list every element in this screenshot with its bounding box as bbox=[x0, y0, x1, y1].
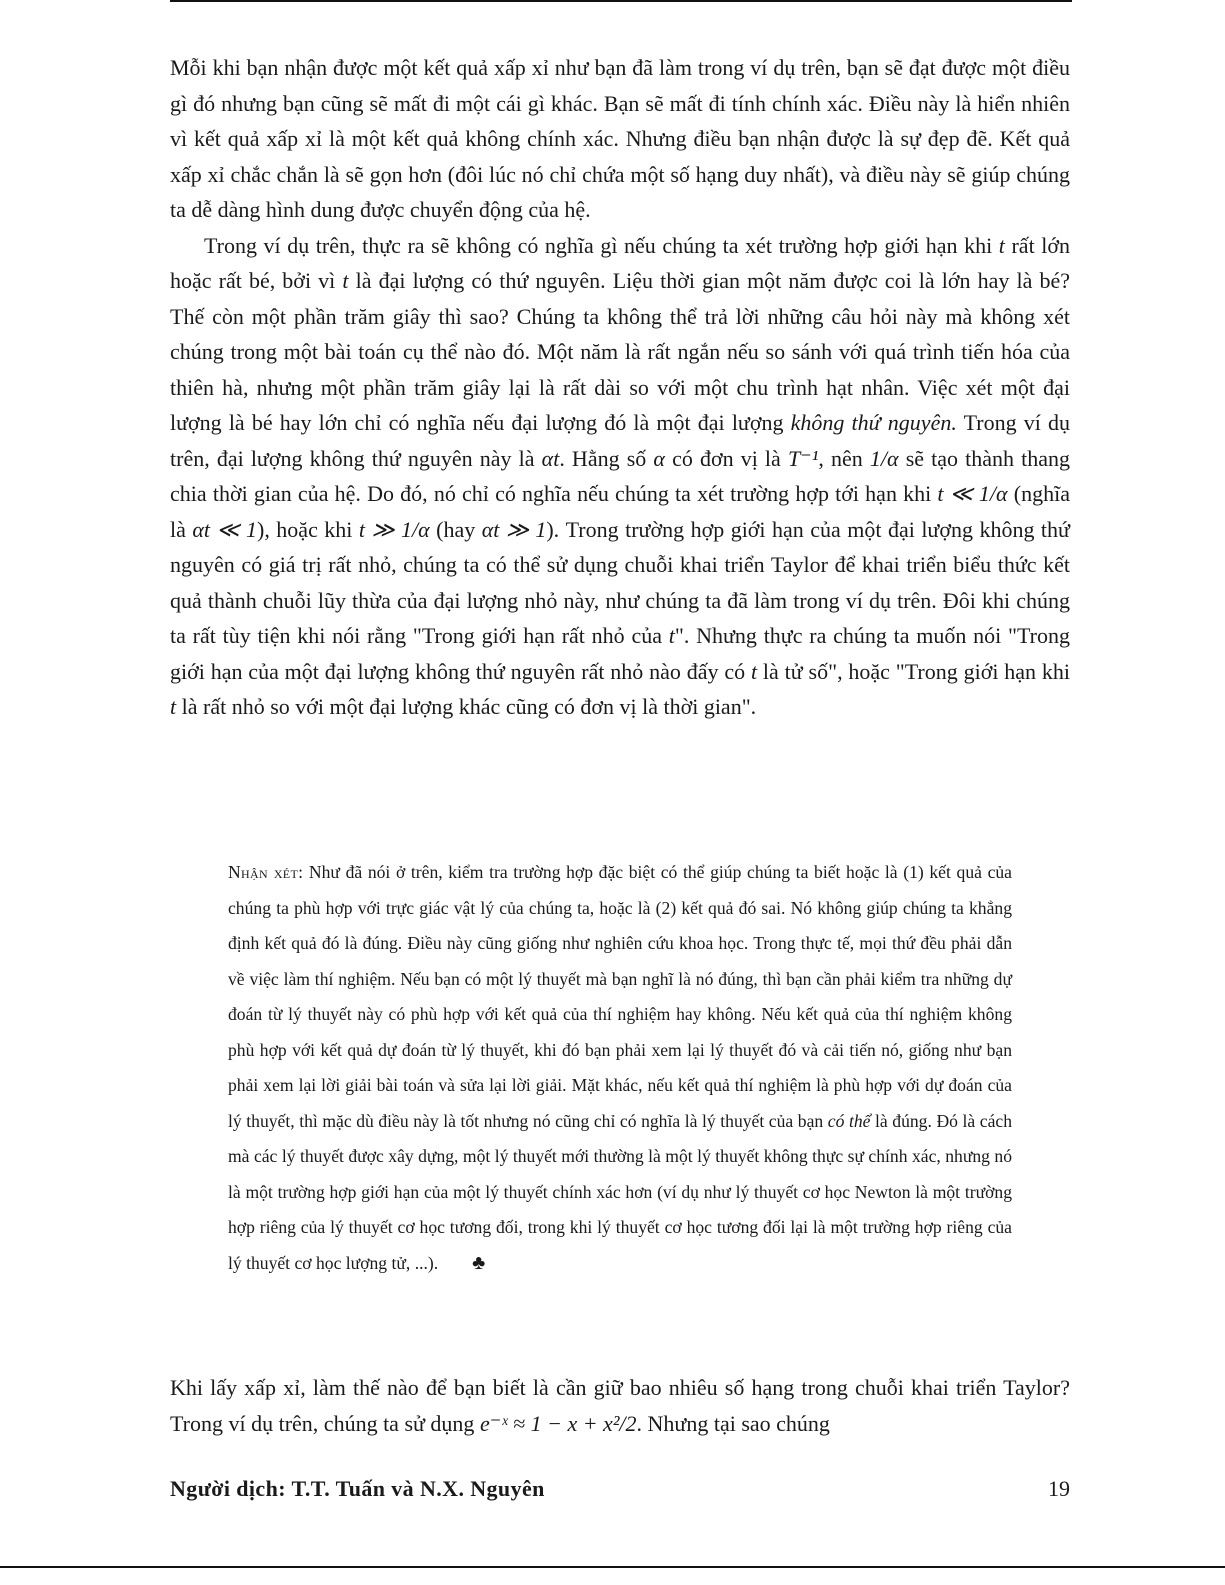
text-run: Trong ví dụ trên, đại lượng không thứ nguyên này là bbox=[170, 410, 1070, 471]
text-run: , nên bbox=[818, 445, 870, 471]
text-run: sẽ tạo thành thang chia thời gian của hệ. Do đó, nó chỉ có nghĩa nếu chúng ta xét trường hợp tới hạn khi bbox=[170, 445, 1071, 506]
text-run: rất lớn hoặc rất bé, bởi vì bbox=[170, 232, 1070, 293]
text-run: ). Trong trường hợp giới hạn của một đại lượng không thứ nguyên có giá trị rất nhỏ, chúng ta có thể sử dụng chuỗi khai triển Taylor để khai triển biểu thức kết quả thành chuỗi lũy thừa của đại lượng nhỏ này, như chúng ta đã làm trong ví dụ trên. Đôi khi chúng ta rất tùy tiện khi nói rằng "Trong giới hạn rất nhỏ của bbox=[170, 516, 1070, 648]
text-run: là đúng. Đó là cách mà các lý thuyết được xây dựng, một lý thuyết mới thường là một lý thuyết không thực sự chính xác, nhưng nó là một trường hợp giới hạn của một lý thuyết chính xác hơn (ví dụ như lý thuyết cơ học Newton là một trường hợp riêng của lý thuyết cơ học tương đối, trong khi lý thuyết cơ học tương đối lại là một trường hợp riêng của lý thuyết cơ học lượng tử, ...). bbox=[228, 1110, 1013, 1273]
math-expression: t ≫ 1/α bbox=[358, 516, 430, 542]
text-run: là rất nhỏ so với một đại lượng khác cũng có đơn vị là thời gian". bbox=[176, 694, 757, 719]
main-text bbox=[170, 50, 1070, 725]
math-expression: T⁻¹ bbox=[787, 445, 819, 471]
top-rule bbox=[170, 0, 1072, 2]
text-run: Trong ví dụ trên, thực ra sẽ không có nghĩa gì nếu chúng ta xét trường hợp giới hạn khi bbox=[204, 232, 999, 258]
math-expression: e⁻ˣ ≈ 1 − x + x²/2 bbox=[479, 1410, 637, 1436]
math-expression: αt ≪ 1 bbox=[192, 516, 257, 542]
math-variable: t bbox=[750, 658, 758, 684]
math-expression: t ≪ 1/α bbox=[937, 481, 1008, 506]
text-run: (nghĩa là bbox=[170, 481, 1070, 542]
page-number: 19 bbox=[1048, 1476, 1070, 1501]
text-run: có đơn vị là bbox=[664, 445, 788, 471]
paragraph-taylor bbox=[170, 1370, 1070, 1441]
remark-label: Nhận xét: bbox=[228, 862, 304, 882]
math-expression: αt bbox=[541, 445, 560, 471]
text-run: là tử số", hoặc "Trong giới hạn khi bbox=[757, 658, 1070, 684]
remark-box bbox=[228, 855, 1012, 1281]
text-run: là đại lượng có thứ nguyên. Liệu thời gian một năm được coi là lớn hay là bé? Thế còn một phần trăm giây thì sao? Chúng ta không thể trả lời những câu hỏi này mà không xét chúng trong một bài toán cụ thể nào đó. Một năm là rất ngắn nếu so sánh với quá trình tiến hóa của thiên hà, nhưng một phần trăm giây lại là rất dài so với một chu trình hạt nhân. Việc xét một đại lượng là bé hay lớn chỉ có nghĩa nếu đại lượng đó là một đại lượng bbox=[170, 268, 1070, 435]
paragraph-dimensionless-limit bbox=[170, 228, 1070, 725]
text-run: Như đã nói ở trên, kiểm tra trường hợp đặc biệt có thể giúp chúng ta biết hoặc là (1) kết quả của chúng ta phù hợp với trực giác vật lý của chúng ta, hoặc là (2) kết quả đó sai. Nó không giúp chúng ta khẳng định kết quả đó là đúng. Điều này cũng giống như nghiên cứu khoa học. Trong thực tế, mọi thứ đều phải dẫn về việc làm thí nghiệm. Nếu bạn có một lý thuyết mà bạn nghĩ là nó đúng, thì bạn cần phải kiểm tra những dự đoán từ lý thuyết này có phù hợp với kết quả của thí nghiệm hay không. Nếu kết quả của thí nghiệm không phù hợp với kết quả dự đoán từ lý thuyết, khi đó bạn phải xem lại lý thuyết đó và cải tiến nó, giống như bạn phải xem lại lời giải bài toán và sửa lại lời giải. Mặt khác, nếu kết quả thí nghiệm là phù hợp với dự đoán của lý thuyết, thì mặc dù điều này là tốt nhưng nó cũng chỉ có nghĩa là lý thuyết của bạn bbox=[228, 862, 1012, 1131]
text-run: Khi lấy xấp xỉ, làm thế nào để bạn biết là cần giữ bao nhiêu số hạng trong chuỗi khai triển Taylor? Trong ví dụ trên, chúng ta sử dụng bbox=[170, 1375, 1070, 1436]
text-run: . Hằng số bbox=[559, 445, 654, 471]
math-variable: t bbox=[998, 232, 1005, 258]
emphasis: có thể bbox=[827, 1110, 871, 1131]
remark-paragraph bbox=[228, 855, 1012, 1281]
taylor-terms-paragraph bbox=[170, 1370, 1070, 1441]
math-expression: αt ≫ 1 bbox=[481, 516, 547, 542]
math-expression: α bbox=[653, 445, 665, 471]
math-variable: t bbox=[342, 268, 349, 293]
bottom-rule bbox=[0, 1566, 1225, 1568]
club-end-mark-icon: ♣ bbox=[472, 1251, 486, 1274]
math-variable: t bbox=[170, 694, 177, 719]
math-expression: 1/α bbox=[869, 445, 899, 471]
emphasis: không thứ nguyên. bbox=[790, 410, 957, 435]
math-variable: t bbox=[668, 623, 675, 648]
text-run: ". Nhưng thực ra chúng ta muốn nói "Trong giới hạn của một đại lượng không thứ nguyên rất nhỏ nào đấy có bbox=[170, 623, 1070, 684]
paragraph-approximation-tradeoff: Mỗi khi bạn nhận được một kết quả xấp xỉ như bạn đã làm trong ví dụ trên, bạn sẽ đạt được một điều gì đó nhưng bạn cũng sẽ mất đi một cái gì khác. Bạn sẽ mất đi tính chính xác. Điều này là hiển nhiên vì kết quả xấp xỉ là một kết quả không chính xác. Nhưng điều bạn nhận được là sự đẹp đẽ. Kết quả xấp xỉ chắc chắn là sẽ gọn hơn (đôi lúc nó chỉ chứa một số hạng duy nhất), và điều này sẽ giúp chúng ta dễ dàng hình dung được chuyển động của hệ. bbox=[170, 55, 1070, 222]
text-run: (hay bbox=[429, 516, 482, 542]
text-run: . Nhưng tại sao chúng bbox=[636, 1410, 830, 1436]
text-run: ), hoặc khi bbox=[257, 516, 359, 542]
footer-translator: Người dịch: T.T. Tuấn và N.X. Nguyên bbox=[170, 1476, 545, 1501]
